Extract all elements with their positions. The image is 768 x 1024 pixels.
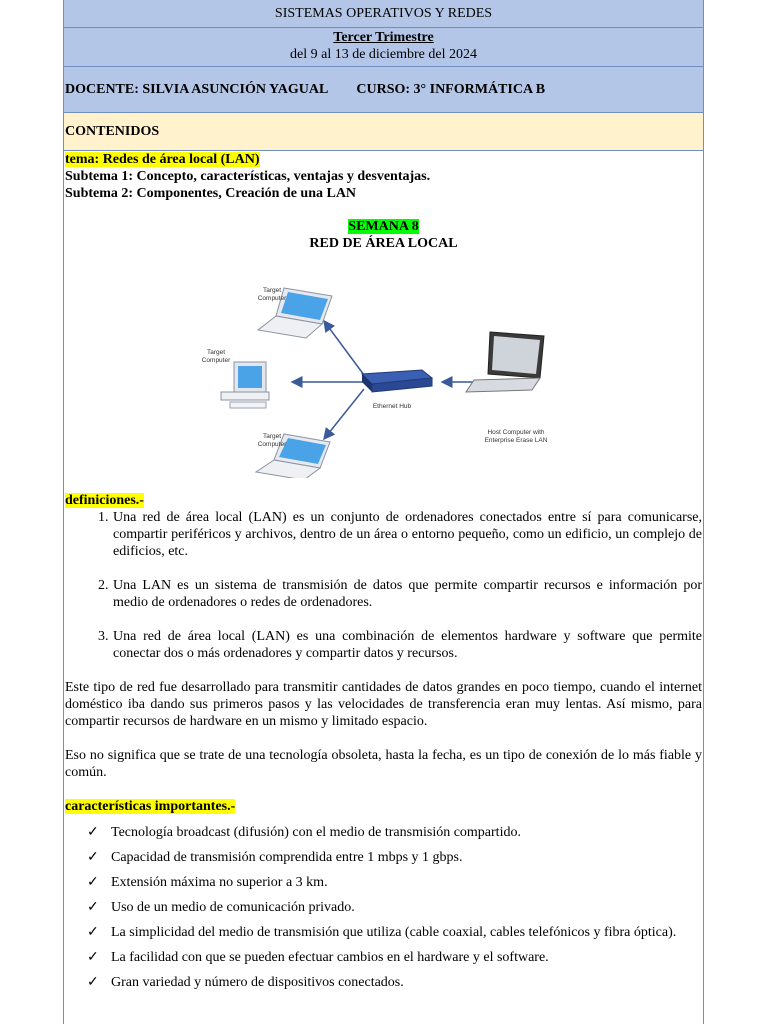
- target-1-label-a: Target: [262, 287, 281, 294]
- host-label-a: Host Computer with: [486, 429, 545, 436]
- definition-item: 1. Una red de área local (LAN) es un conjunto de ordenadores conectados entre sí para comunicarse, compartir periféricos y archivos, dentro de un área o entorno pequeño, como un edificio, un complejo de edificios, etc.: [112, 509, 702, 560]
- contenidos-heading: CONTENIDOS: [64, 113, 703, 151]
- definition-item: 2. Una LAN es un sistema de transmisión de datos que permite compartir recursos e información por medio de ordenadores o redes de ordenadores.: [112, 577, 702, 611]
- arrow-to-target-3: [324, 389, 364, 439]
- svg-text:TargetComputer: [201, 349, 230, 364]
- svg-text:TargetComputer: [257, 433, 286, 448]
- svg-text:TargetComputer: [257, 287, 286, 302]
- feature-item: ✓ Extensión máxima no superior a 3 km.: [65, 870, 702, 895]
- definitions-list: [65, 509, 702, 662]
- arrow-to-target-1: [324, 321, 364, 375]
- feature-item: ✓ Tecnología broadcast (difusión) con el medio de transmisión compartido.: [65, 820, 702, 845]
- lan-diagram: [174, 258, 594, 478]
- feature-item: ✓ Uso de un medio de comunicación privado.: [65, 895, 702, 920]
- svg-text:Host Computer withEnterprise E: [484, 429, 547, 444]
- course-title: SISTEMAS OPERATIVOS Y REDES: [64, 0, 703, 28]
- checkmark-icon: ✓: [87, 975, 99, 990]
- lan-diagram-svg: [174, 258, 594, 478]
- period-title: Tercer Trimestre: [333, 30, 434, 45]
- subtopic-2: Subtema 2: Componentes, Creación de una LAN: [65, 186, 357, 201]
- target-3-label-b: Computer: [257, 441, 286, 448]
- target-desktop-icon: [221, 362, 269, 408]
- hub-label: Ethernet Hub: [372, 403, 411, 410]
- teacher-course-row: [64, 67, 703, 113]
- subtopic-1: Subtema 1: Concepto, características, ventajas y desventajas.: [65, 169, 431, 184]
- document-body: [64, 151, 703, 995]
- definition-item: 3. Una red de área local (LAN) es una combinación de elementos hardware y software que permite conectar dos o más ordenadores y compartir datos y recursos.: [112, 628, 702, 662]
- host-label-b: Enterprise Erase LAN: [484, 437, 547, 444]
- period-dates: del 9 al 13 de diciembre del 2024: [290, 47, 477, 62]
- definitions-heading: definiciones.-: [65, 493, 144, 508]
- target-1-label-b: Computer: [257, 295, 286, 302]
- checkmark-icon: ✓: [87, 875, 99, 890]
- target-2-label-b: Computer: [201, 357, 230, 364]
- checkmark-icon: ✓: [87, 950, 99, 965]
- document-page: [63, 0, 704, 1024]
- teacher-name: DOCENTE: SILVIA ASUNCIÓN YAGUAL: [65, 82, 329, 97]
- host-laptop-icon: [466, 332, 544, 392]
- target-3-label-a: Target: [262, 433, 281, 440]
- target-2-label-a: Target: [206, 349, 225, 356]
- checkmark-icon: ✓: [87, 900, 99, 915]
- course-name: CURSO: 3° INFORMÁTICA B: [356, 82, 546, 97]
- features-list: [65, 820, 702, 995]
- features-heading: características importantes.-: [65, 799, 236, 814]
- topic-tema: tema: Redes de área local (LAN): [65, 152, 260, 167]
- checkmark-icon: ✓: [87, 925, 99, 940]
- checkmark-icon: ✓: [87, 825, 99, 840]
- feature-item: ✓ Capacidad de transmisión comprendida entre 1 mbps y 1 gbps.: [65, 845, 702, 870]
- feature-item: ✓ Gran variedad y número de dispositivos conectados.: [65, 970, 702, 995]
- week-label: SEMANA 8: [348, 219, 419, 234]
- paragraph-current: Eso no significa que se trate de una tecnología obsoleta, hasta la fecha, es un tipo de conexión de lo más fiable y común.: [65, 748, 702, 780]
- ethernet-hub-icon: [362, 370, 432, 392]
- period-block: [64, 28, 703, 67]
- feature-item: ✓ La simplicidad del medio de transmisión que utiliza (cable coaxial, cables telefónicos y fibra óptica).: [65, 920, 702, 945]
- feature-item: ✓ La facilidad con que se pueden efectuar cambios en el hardware y el software.: [65, 945, 702, 970]
- checkmark-icon: ✓: [87, 850, 99, 865]
- section-title: RED DE ÁREA LOCAL: [309, 236, 458, 251]
- paragraph-history: Este tipo de red fue desarrollado para transmitir cantidades de datos grandes en poco tiempo, cuando el internet doméstico iba dando sus primeros pasos y las velocidades de transferencia eran muy lentas. Así mismo, para compartir recursos de hardware en un mismo y limitado espacio.: [65, 680, 702, 729]
